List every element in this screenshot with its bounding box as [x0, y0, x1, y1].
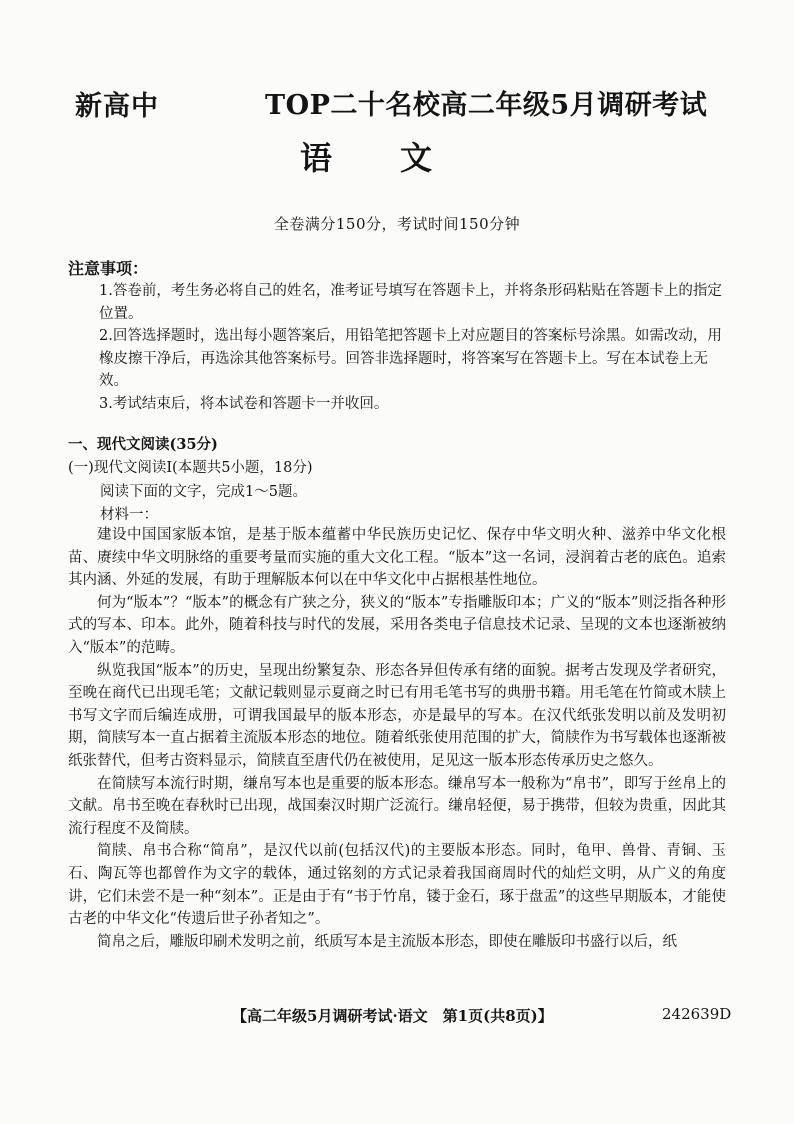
notes-list	[99, 280, 729, 415]
exam-title: TOP二十名校高二年级5月调研考试	[265, 90, 708, 121]
subject-title	[300, 133, 500, 179]
page-footer: 【高二年级5月调研考试·语文 第1页(共8页)】	[232, 1007, 553, 1025]
subject-char-1: 语	[300, 139, 333, 177]
paragraph: 建设中国国家版本馆，是基于版本蕴蓄中华民族历史记忆、保存中华文明火种、滋养中华文化根苗、赓续中华文明脉络的重要考量而实施的重大文化工程。“版本”这一名词，浸润着古老的底色。追索其内涵、外延的发展，有助于理解版本何以在中华文化中占据根基性地位。	[68, 527, 726, 589]
note-item: 1.答卷前，考生务必将自己的姓名，准考证号填写在答题卡上，并将条形码粘贴在答题卡上的指定位置。	[99, 283, 722, 322]
paragraph: 纵览我国“版本”的历史，呈现出纷繁复杂、形态各异但传承有绪的面貌。据考古发现及学者研究，至晚在商代已出现毛笔；文献记载则显示夏商之时已有用毛笔书写的典册书籍。用毛笔在竹简或木牍上书写文字而后编连成册，可谓我国最早的版本形态，亦是最早的写本。在汉代纸张发明以前及发明初期，简牍写本一直占据着主流版本形态的地位。随着纸张使用范围的扩大，简牍作为书写载体也逐渐被纸张替代，但考古资料显示，简牍直至唐代仍在被使用，足见这一版本形态传承历史之悠久。	[68, 662, 726, 769]
paragraph: 在简牍写本流行时期，缣帛写本也是重要的版本形态。缣帛写本一般称为“帛书”，即写于丝帛上的文献。帛书至晚在春秋时已出现，战国秦汉时期广泛流行。缣帛轻便，易于携带，但较为贵重，因此其流行程度不及简牍。	[68, 775, 726, 837]
note-item: 3.考试结束后，将本试卷和答题卡一并收回。	[99, 395, 389, 412]
reading-instruction: 阅读下面的文字，完成1～5题。	[100, 484, 307, 500]
section-heading: 一、现代文阅读(35分)	[68, 436, 218, 453]
material-label: 材料一：	[100, 507, 158, 523]
paper-code: 242639D	[662, 1005, 732, 1023]
notes-heading: 注意事项：	[68, 259, 149, 278]
subject-char-2: 文	[400, 139, 433, 177]
score-time-line: 全卷满分150分，考试时间150分钟	[273, 215, 521, 233]
school-label: 新高中	[75, 91, 159, 122]
paragraph: 何为“版本”？“版本”的概念有广狭之分，狭义的“版本”专指雕版印本；广义的“版本”则泛指各种形式的写本、印本。此外，随着科技与时代的发展，采用各类电子信息技术记录、呈现的文本也逐渐被纳入“版本”的范畴。	[68, 594, 726, 656]
subsection-heading: (一)现代文阅读Ⅰ(本题共5小题，18分)	[68, 460, 313, 476]
material-text	[68, 524, 726, 953]
paragraph: 简牍、帛书合称“简帛”，是汉代以前(包括汉代)的主要版本形态。同时，龟甲、兽骨、青铜、玉石、陶瓦等也都曾作为文字的载体，通过铭刻的方式记录着我国商周时代的灿烂文明，从广义的角度讲，它们未尝不是一种“刻本”。正是由于有“书于竹帛，镂于金石，琢于盘盂”的这些早期版本，才能使古老的中华文化“传遗后世子孙者知之”。	[68, 843, 726, 928]
paragraph: 简帛之后，雕版印刷术发明之前，纸质写本是主流版本形态，即使在雕版印书盛行以后，纸	[97, 933, 677, 950]
note-item: 2.回答选择题时，选出每小题答案后，用铅笔把答题卡上对应题目的答案标号涂黑。如需改动，用橡皮擦干净后，再选涂其他答案标号。回答非选择题时，将答案写在答题卡上。写在本试卷上无效。	[99, 328, 722, 389]
